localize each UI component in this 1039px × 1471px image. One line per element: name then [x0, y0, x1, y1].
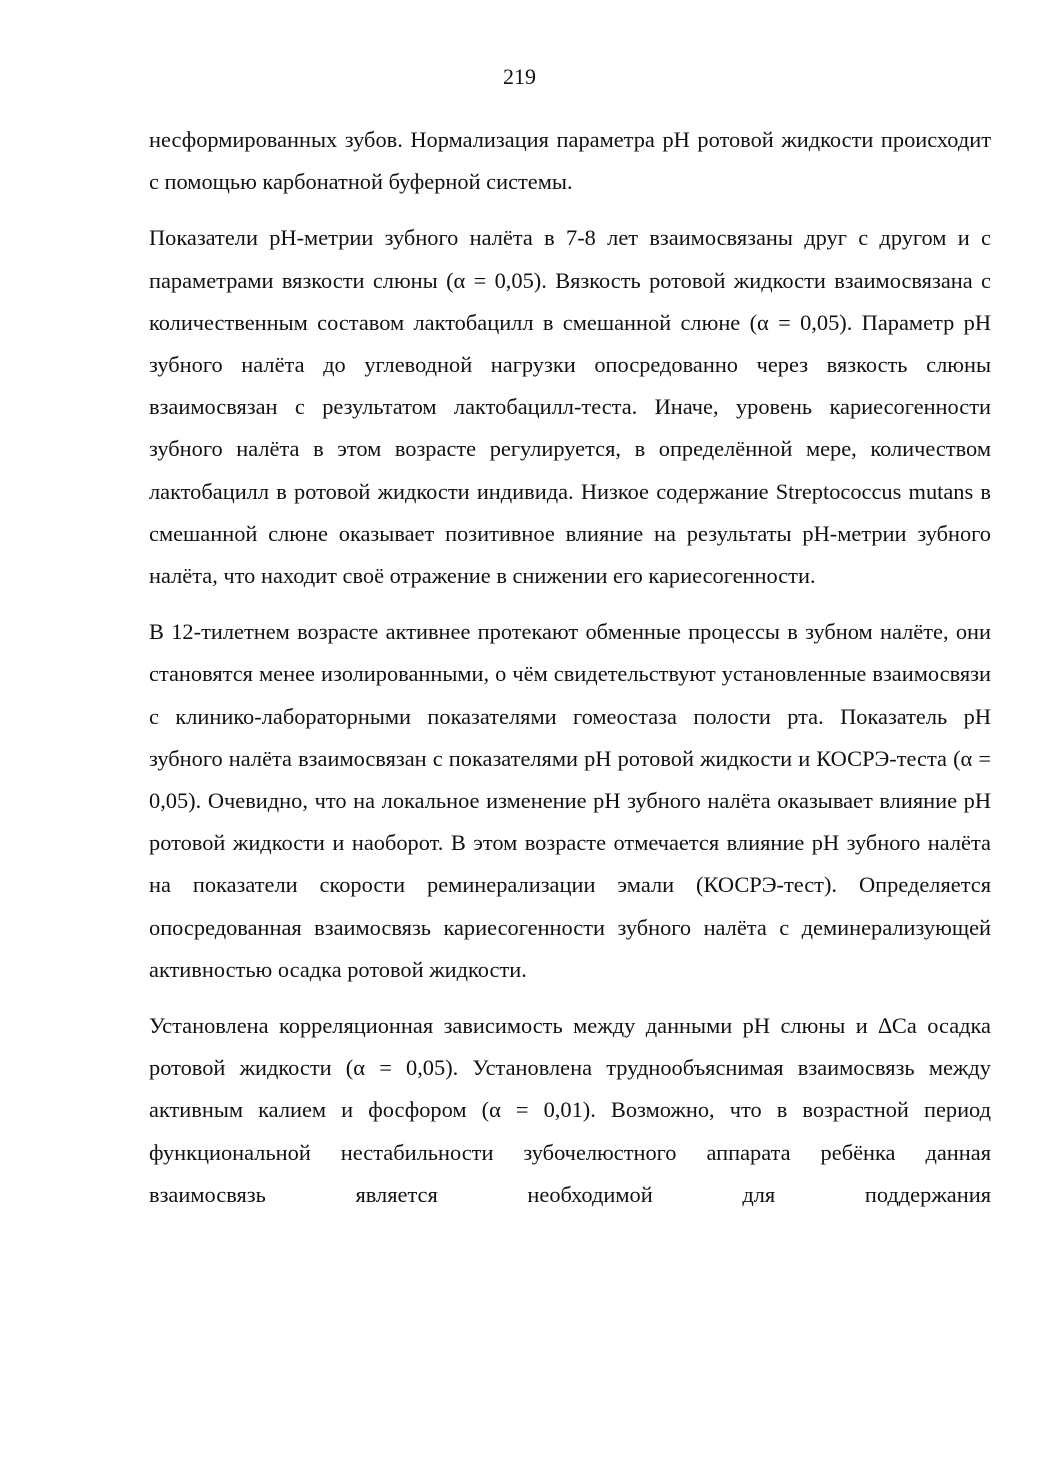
paragraph-2: Показатели рН-метрии зубного налёта в 7-8 лет взаимосвязаны друг с другом и с параметрами вязкости слюны (α = 0,05). Вязкость ротовой жидкости взаимосвязана с количественным составом лактобацилл в смешанной слюне (α = 0,05). Параметр рН зубного налёта до углеводной нагрузки опосредованно через вязкость слюны взаимосвязан с результатом лактобацилл-теста. Иначе, уровень кариесогенности зубного налёта в этом возрасте регулируется, в определённой мере, количеством лактобацилл в ротовой жидкости индивида. Низкое содержание Streptococcus mutans в смешанной слюне оказывает позитивное влияние на результаты рН-метрии зубного налёта, что находит своё отражение в снижении его кариесогенности. — [149, 225, 991, 589]
document-body — [149, 119, 991, 1216]
paragraph-3: В 12-тилетнем возрасте активнее протекают обменные процессы в зубном налёте, они становятся менее изолированными, о чём свидетельствуют установленные взаимосвязи с клинико-лабораторными показателями гомеостаза полости рта. Показатель рН зубного налёта взаимосвязан с показателями рН ротовой жидкости и КОСРЭ-теста (α = 0,05). Очевидно, что на локальное изменение рН зубного налёта оказывает влияние рН ротовой жидкости и наоборот. В этом возрасте отмечается влияние рН зубного налёта на показатели скорости реминерализации эмали (КОСРЭ-тест). Определяется опосредованная взаимосвязь кариесогенности зубного налёта с деминерализующей активностью осадка ротовой жидкости. — [149, 619, 991, 982]
paragraph-1: несформированных зубов. Нормализация параметра рН ротовой жидкости происходит с помощью карбонатной буферной системы. — [149, 127, 991, 195]
paragraph-4: Установлена корреляционная зависимость между данными рН слюны и ∆Ca осадка ротовой жидкости (α = 0,05). Установлена труднообъяснимая взаимосвязь между активным калием и фосфором (α = 0,01). Возможно, что в возрастной период функциональной нестабильности зубочелюстного аппарата ребёнка данная взаимосвязь является необходимой для поддержания — [149, 1013, 991, 1207]
page-number: 219 — [503, 64, 536, 89]
